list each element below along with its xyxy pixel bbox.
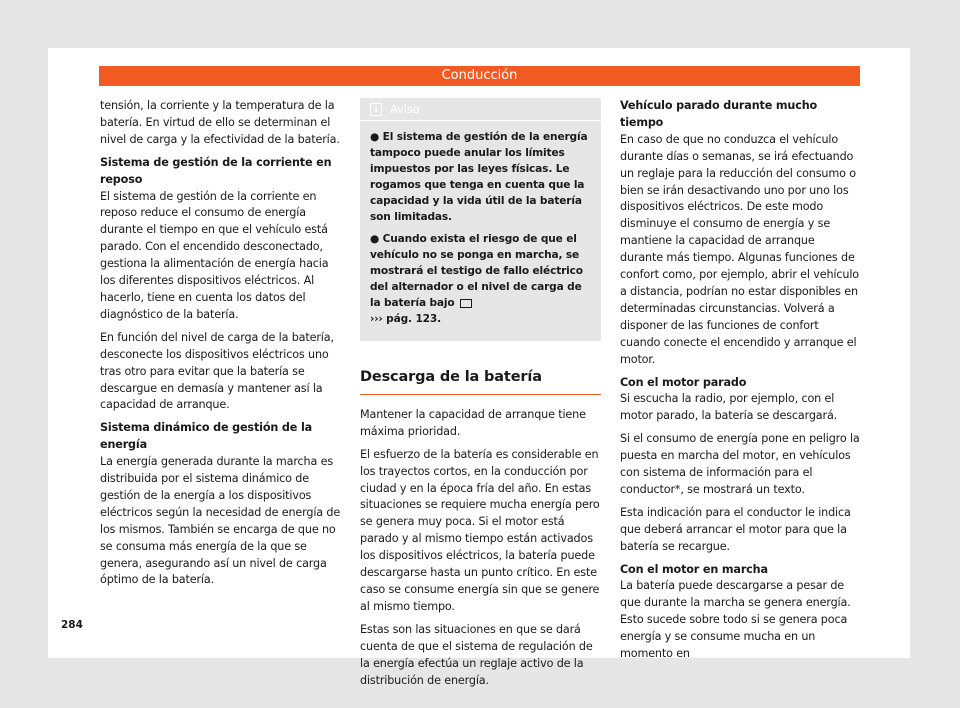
battery-warning-icon	[460, 299, 472, 308]
page-reference-link[interactable]: ››› pág. 123.	[370, 313, 442, 325]
paragraph: Si el consumo de energía pone en peligro la puesta en marcha del motor, en vehículos con sistema de información para el conductor*, se mostrará un texto.	[620, 432, 860, 496]
notice-box	[360, 98, 601, 341]
heading-quiescent-current-management: Sistema de gestión de la corriente en reposo	[100, 155, 332, 186]
paragraph: El esfuerzo de la batería es considerable en los trayectos cortos, en la conducción por ciudad y en la época fría del año. En estas situaciones se requiere mucha energía pero se genera muy poca. Si el motor está parado y al mismo tiempo están activados los dispositivos eléctricos, la batería puede descargarse hasta un punto crítico. En este caso se consume energía sin que se genere al mismo tiempo.	[360, 447, 600, 613]
paragraph: El sistema de gestión de la corriente en reposo reduce el consumo de energía durante el tiempo en que el vehículo está parado. Con el encendido desconectado, gestiona la alimentación de energía hacia los diferentes dispositivos eléctricos. Al hacerlo, tiene en cuenta los datos del diagnóstico de la batería.	[100, 189, 329, 321]
notice-item-text: ● El sistema de gestión de la energía tampoco puede anular los límites impuestos por las leyes físicas. Le rogamos que tenga en cuenta que la capacidad y la vida útil de la batería son limitadas.	[370, 131, 588, 223]
paragraph: Mantener la capacidad de arranque tiene máxima prioridad.	[360, 407, 586, 438]
info-icon: i	[370, 103, 382, 116]
heading-engine-running: Con el motor en marcha	[620, 562, 768, 576]
paragraph: En función del nivel de carga de la batería, desconecte los dispositivos eléctricos uno tras otro para evitar que la batería se descargue en demasía y mantener así la capacidad de arranque.	[100, 330, 334, 412]
heading-engine-off: Con el motor parado	[620, 375, 747, 389]
paragraph: Estas son las situaciones en que se dará cuenta de que el sistema de regulación de la energía efectúa un reglaje activo de la distribución de energía.	[360, 622, 593, 687]
notice-item	[370, 231, 591, 327]
paragraph: La batería puede descargarse a pesar de que durante la marcha se genera energía. Esto sucede sobre todo si se genera poca energía y se consume mucha en un momento en	[620, 579, 851, 661]
paragraph: En caso de que no conduzca el vehículo durante días o semanas, se irá efectuando un reglaje para la reducción del consumo o bien se irán desactivando uno por uno los dispositivos eléctricos. De este modo disminuye el consumo de energía y se mantiene la capacidad de arranque durante más tiempo. Algunas funciones de confort como, por ejemplo, abrir el vehículo a distancia, podrían no estar disponibles en determinadas circunstancias. Volverá a disponer de las funciones de confort cuando conecte el encendido y arranque el motor.	[620, 132, 859, 366]
intro-paragraph: tensión, la corriente y la temperatura de la batería. En virtud de ello se determinan el nivel de carga y la efectividad de la batería.	[100, 99, 340, 146]
notice-title: Aviso	[390, 102, 420, 116]
text-column-middle	[360, 98, 601, 695]
paragraph: La energía generada durante la marcha es distribuida por el sistema dinámico de gestión de la energía a los dispositivos eléctricos según la necesidad de energía de los mismos. También se encarga de que no se consuma más energía de la que se genera, asegurando así un nivel de carga óptimo de la batería.	[100, 455, 341, 587]
text-column-right	[620, 98, 860, 669]
text-column-left	[100, 98, 346, 595]
chapter-title: Conducción	[441, 68, 518, 83]
notice-header	[360, 98, 601, 121]
page-number: 284	[61, 619, 83, 631]
paragraph: Esta indicación para el conductor le indica que deberá arrancar el motor para que la batería se recargue.	[620, 505, 851, 553]
heading-long-parking: Vehículo parado durante mucho tiempo	[620, 99, 818, 129]
section-title: Descarga de la batería	[360, 369, 601, 395]
chapter-header	[99, 66, 860, 86]
notice-item	[370, 129, 591, 225]
notice-item-text: ● Cuando exista el riesgo de que el vehículo no se ponga en marcha, se mostrará el testigo de fallo eléctrico del alternador o el nivel de carga de la batería bajo	[370, 233, 583, 309]
paragraph: Si escucha la radio, por ejemplo, con el motor parado, la batería se descargará.	[620, 392, 838, 423]
heading-dynamic-energy-management: Sistema dinámico de gestión de la energía	[100, 421, 313, 452]
